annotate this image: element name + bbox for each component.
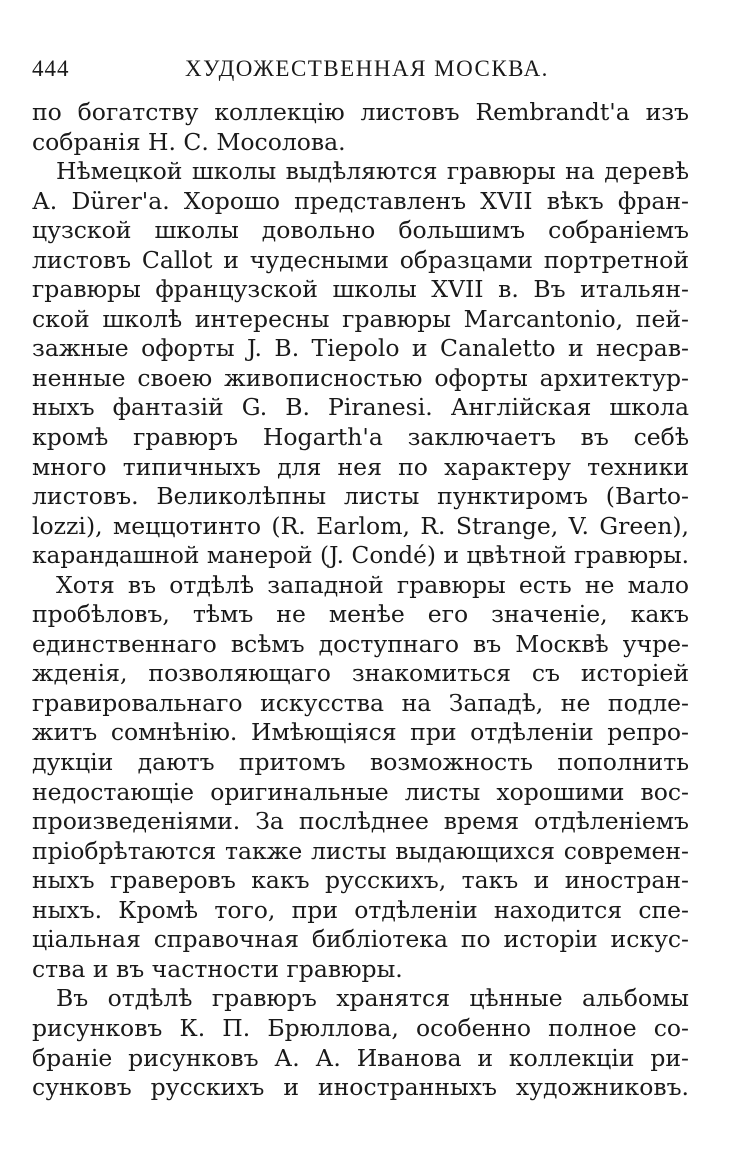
text-line: листовъ Callot и чудесными образцами портретной bbox=[32, 245, 689, 274]
page-header bbox=[32, 56, 692, 88]
text-line: ныхъ. Кромѣ того, при отдѣленіи находится спе- bbox=[32, 895, 689, 924]
text-line: А. Dürer'а. Хорошо представленъ XVII вѣкъ фран- bbox=[32, 186, 689, 215]
text-line: гравюры французской школы XVII в. Въ итальян- bbox=[32, 275, 689, 304]
text-line: пробѣловъ, тѣмъ не менѣе его значеніе, какъ bbox=[32, 600, 689, 629]
text-line: единственнаго всѣмъ доступнаго въ Москвѣ учре- bbox=[32, 629, 689, 658]
text-line: ныхъ граверовъ какъ русскихъ, такъ и иностран- bbox=[32, 866, 689, 895]
text-line: ныхъ фантазій G. B. Piranesi. Англійская школа bbox=[32, 393, 689, 422]
body-text bbox=[32, 98, 689, 1103]
text-line: много типичныхъ для нея по характеру техники bbox=[32, 452, 689, 481]
text-line: Въ отдѣлѣ гравюръ хранятся цѣнные альбомы bbox=[56, 984, 689, 1013]
text-line: собранія Н. С. Мосолова. bbox=[32, 127, 346, 156]
text-line: гравировальнаго искусства на Западѣ, не подле- bbox=[32, 688, 689, 717]
text-line: lozzi), меццотинто (R. Earlom, R. Strange, V. Green), bbox=[32, 511, 689, 540]
text-line: рисунковъ К. П. Брюллова, особенно полное со- bbox=[32, 1013, 689, 1042]
text-line: пріобрѣтаются также листы выдающихся современ- bbox=[32, 836, 689, 865]
text-line: жденія, позволяющаго знакомиться съ исторіей bbox=[32, 659, 689, 688]
text-line: карандашной манерой (J. Condé) и цвѣтной гравюры. bbox=[32, 542, 689, 570]
text-line: Нѣмецкой школы выдѣляются гравюры на деревѣ bbox=[56, 157, 689, 186]
page-number: 444 bbox=[32, 56, 70, 81]
text-line: ціальная справочная библіотека по исторіи искус- bbox=[32, 925, 689, 954]
text-line: по богатству коллекцію листовъ Rembrandt'а изъ bbox=[32, 98, 689, 126]
text-line: дукціи даютъ притомъ возможность пополнить bbox=[32, 748, 689, 777]
text-line: кромѣ гравюръ Hogarth'а заключаетъ въ себѣ bbox=[32, 423, 689, 452]
text-line: листовъ. Великолѣпны листы пунктиромъ (Barto- bbox=[32, 482, 689, 511]
text-line: Хотя въ отдѣлѣ западной гравюры есть не мало bbox=[56, 570, 689, 599]
text-line: браніе рисунковъ А. А. Иванова и коллекціи ри- bbox=[32, 1043, 689, 1072]
text-line: ненные своею живописностью офорты архитектур- bbox=[32, 363, 689, 392]
text-line: сунковъ русскихъ и иностранныхъ художниковъ. bbox=[32, 1073, 689, 1102]
running-title: ХУДОЖЕСТВЕННАЯ МОСКВА. bbox=[185, 56, 549, 81]
text-line: цузской школы довольно большимъ собраніемъ bbox=[32, 216, 689, 245]
text-line: ской школѣ интересны гравюры Marcantonio, пей- bbox=[32, 304, 689, 333]
text-line: ства и въ частности гравюры. bbox=[32, 954, 403, 983]
text-line: житъ сомнѣнію. Имѣющіяся при отдѣленіи репро- bbox=[32, 718, 689, 747]
text-line: недостающіе оригинальные листы хорошими вос- bbox=[32, 777, 689, 806]
text-line: произведеніями. За послѣднее время отдѣленіемъ bbox=[32, 807, 689, 836]
text-line: зажные офорты J. B. Tiepolo и Canaletto и несрав- bbox=[32, 334, 689, 363]
